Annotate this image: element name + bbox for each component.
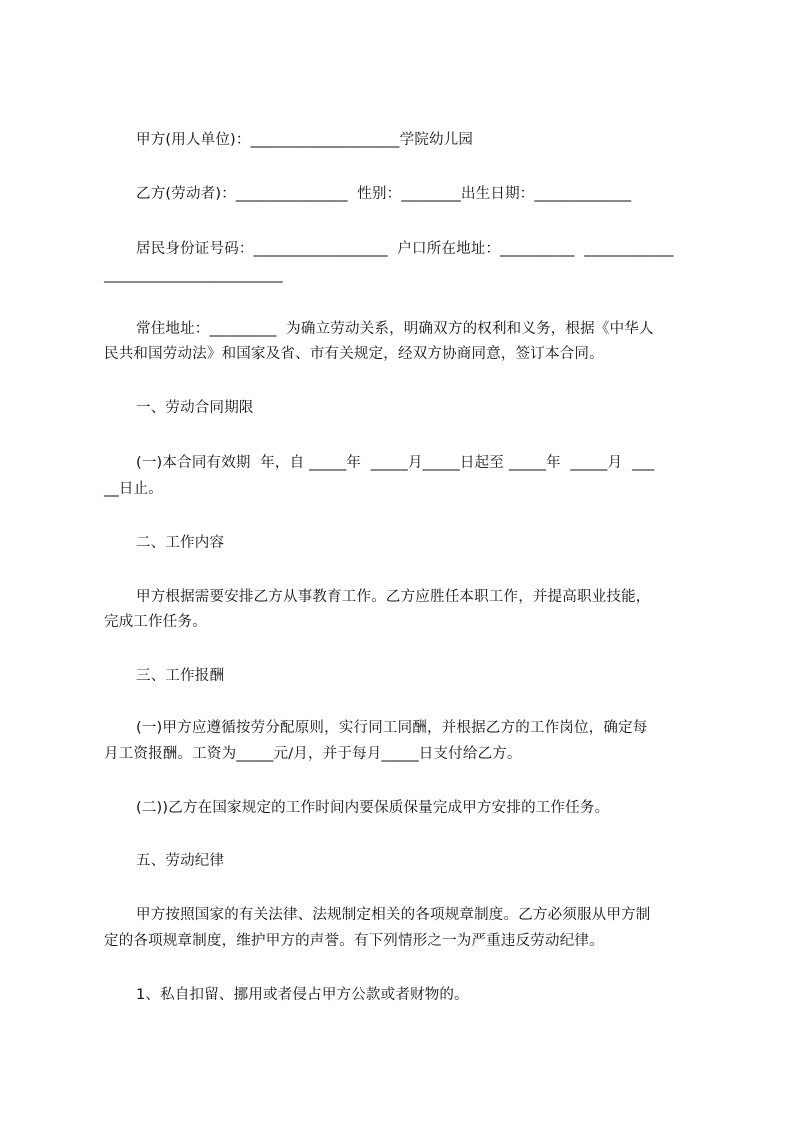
section-1-title: 一、劳动合同期限 (136, 400, 254, 416)
section-2-line-2: 完成工作任务。 (104, 614, 207, 630)
section-3-item-1-line-2: 月工资报酬。工资为_____元/月，并于每月_____日支付给乙方。 (104, 746, 522, 762)
id-number-continuation: ________________________ (104, 267, 283, 283)
section-2-title: 二、工作内容 (136, 535, 225, 551)
section-3-title: 三、工作报酬 (136, 668, 225, 684)
section-3-item-2: (二))乙方在国家规定的工作时间内要保质保量完成甲方安排的工作任务。 (136, 800, 610, 816)
section-1-item-1-line-2: __日止。 (104, 481, 163, 497)
address-line-2: 民共和国劳动法》和国家及省、市有关规定，经双方协商同意，签订本合同。 (104, 346, 604, 362)
id-number-line: 居民身份证号码：__________________ 户口所在地址：__________ ____________ (136, 241, 674, 257)
party-a-line: 甲方(用人单位)：____________________学院幼儿园 (136, 132, 474, 148)
section-1-item-1-line-1: (一)本合同有效期 年，自 _____年 _____月_____日起至 _____年 _____月 ___ (136, 455, 655, 471)
section-5-line-2: 定的各项规章制度，维护甲方的声誉。有下列情形之一为严重违反劳动纪律。 (104, 933, 604, 949)
address-line-1: 常住地址：_________ 为确立劳动关系，明确双方的权利和义务，根据《中华人 (136, 321, 654, 337)
section-5-item-1: 1、私自扣留、挪用或者侵占甲方公款或者财物的。 (136, 987, 469, 1003)
section-2-line-1: 甲方根据需要安排乙方从事教育工作。乙方应胜任本职工作，并提高职业技能， (136, 589, 651, 605)
party-b-line: 乙方(劳动者)：_______________ 性别：________出生日期：_____________ (136, 186, 632, 202)
section-5-title: 五、劳动纪律 (136, 853, 225, 869)
section-3-item-1-line-1: (一)甲方应遵循按劳分配原则，实行同工同酬，并根据乙方的工作岗位，确定每 (136, 720, 648, 736)
section-5-line-1: 甲方按照国家的有关法律、法规制定相关的各项规章制度。乙方必须服从甲方制 (136, 907, 651, 923)
